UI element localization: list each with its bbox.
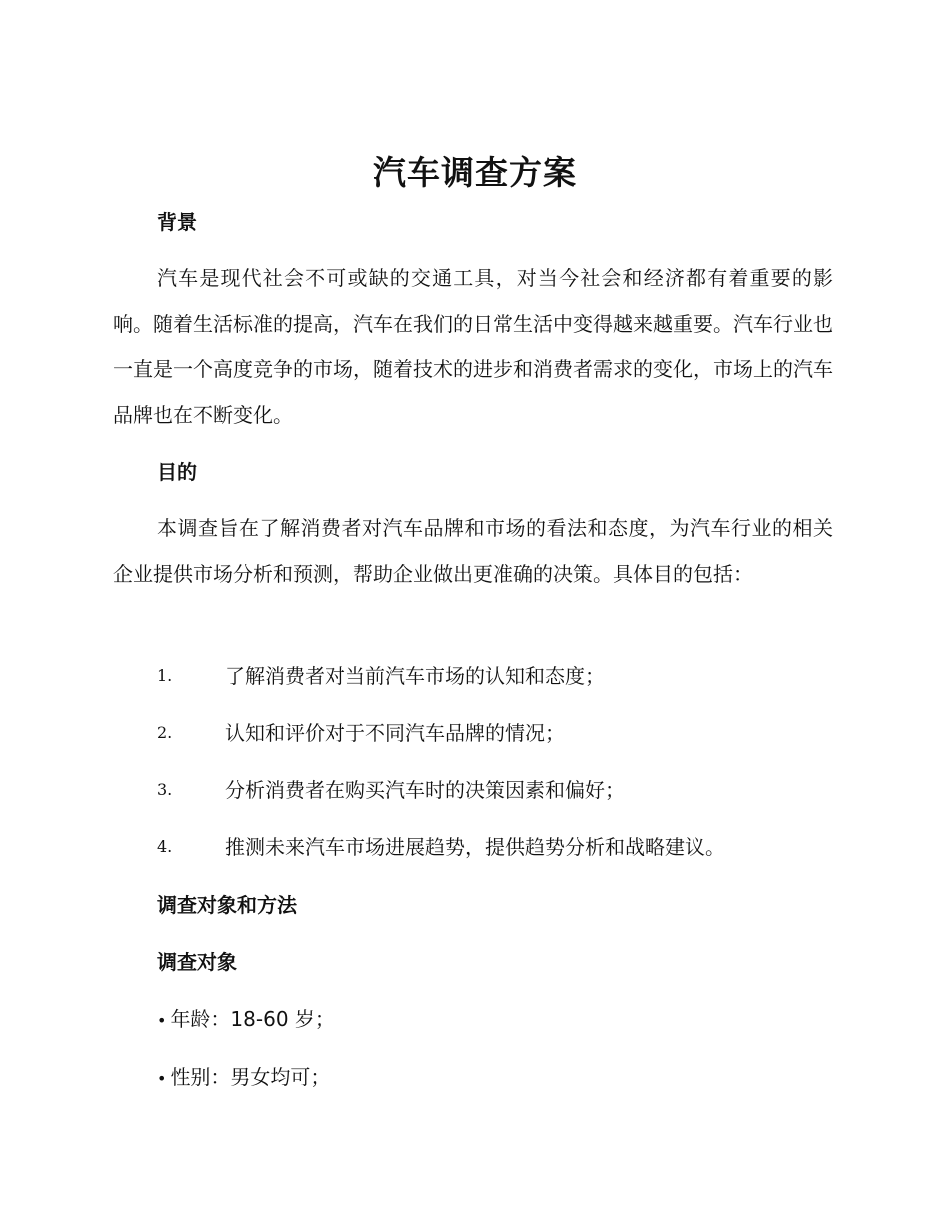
list-item [157, 661, 837, 691]
list-item [157, 775, 837, 805]
purpose-paragraph: 本调查旨在了解消费者对汽车品牌和市场的看法和态度，为汽车行业的相关企业提供市场分析和预测，帮助企业做出更准确的决策。具体目的包括： [113, 516, 833, 586]
list-item-number: 4. [157, 837, 173, 856]
list-item-text: 了解消费者对当前汽车市场的认知和态度； [225, 664, 605, 688]
list-item-text: 认知和评价对于不同汽车品牌的情况； [225, 721, 565, 745]
list-item [157, 832, 837, 862]
list-item [157, 718, 837, 748]
list-item-text: 推测未来汽车市场进展趋势，提供趋势分析和战略建议。 [225, 835, 725, 859]
section-heading-subject: 调查对象 [157, 950, 237, 974]
section-heading-purpose: 目的 [157, 460, 197, 484]
bullet-mark: • [157, 1069, 167, 1088]
bullet-mark: • [157, 1011, 167, 1030]
list-item-number: 1. [157, 666, 173, 685]
document-title: 汽车调查方案 [373, 153, 577, 192]
list-item-text: 分析消费者在购买汽车时的决策因素和偏好； [225, 778, 625, 802]
list-item-number: 2. [157, 723, 173, 742]
bullet-item-text: 年龄：18-60 岁； [170, 1007, 335, 1031]
bullet-item [157, 1004, 335, 1036]
background-paragraph: 汽车是现代社会不可或缺的交通工具，对当今社会和经济都有着重要的影响。随着生活标准的提高，汽车在我们的日常生活中变得越来越重要。汽车行业也一直是一个高度竞争的市场，随着技术的进步和消费者需求的变化，市场上的汽车品牌也在不断变化。 [113, 266, 833, 427]
section-heading-background: 背景 [157, 210, 197, 234]
bullet-item-text: 性别：男女均可； [170, 1065, 331, 1089]
section-heading-method: 调查对象和方法 [157, 893, 297, 917]
list-item-number: 3. [157, 780, 173, 799]
bullet-item [157, 1062, 330, 1094]
